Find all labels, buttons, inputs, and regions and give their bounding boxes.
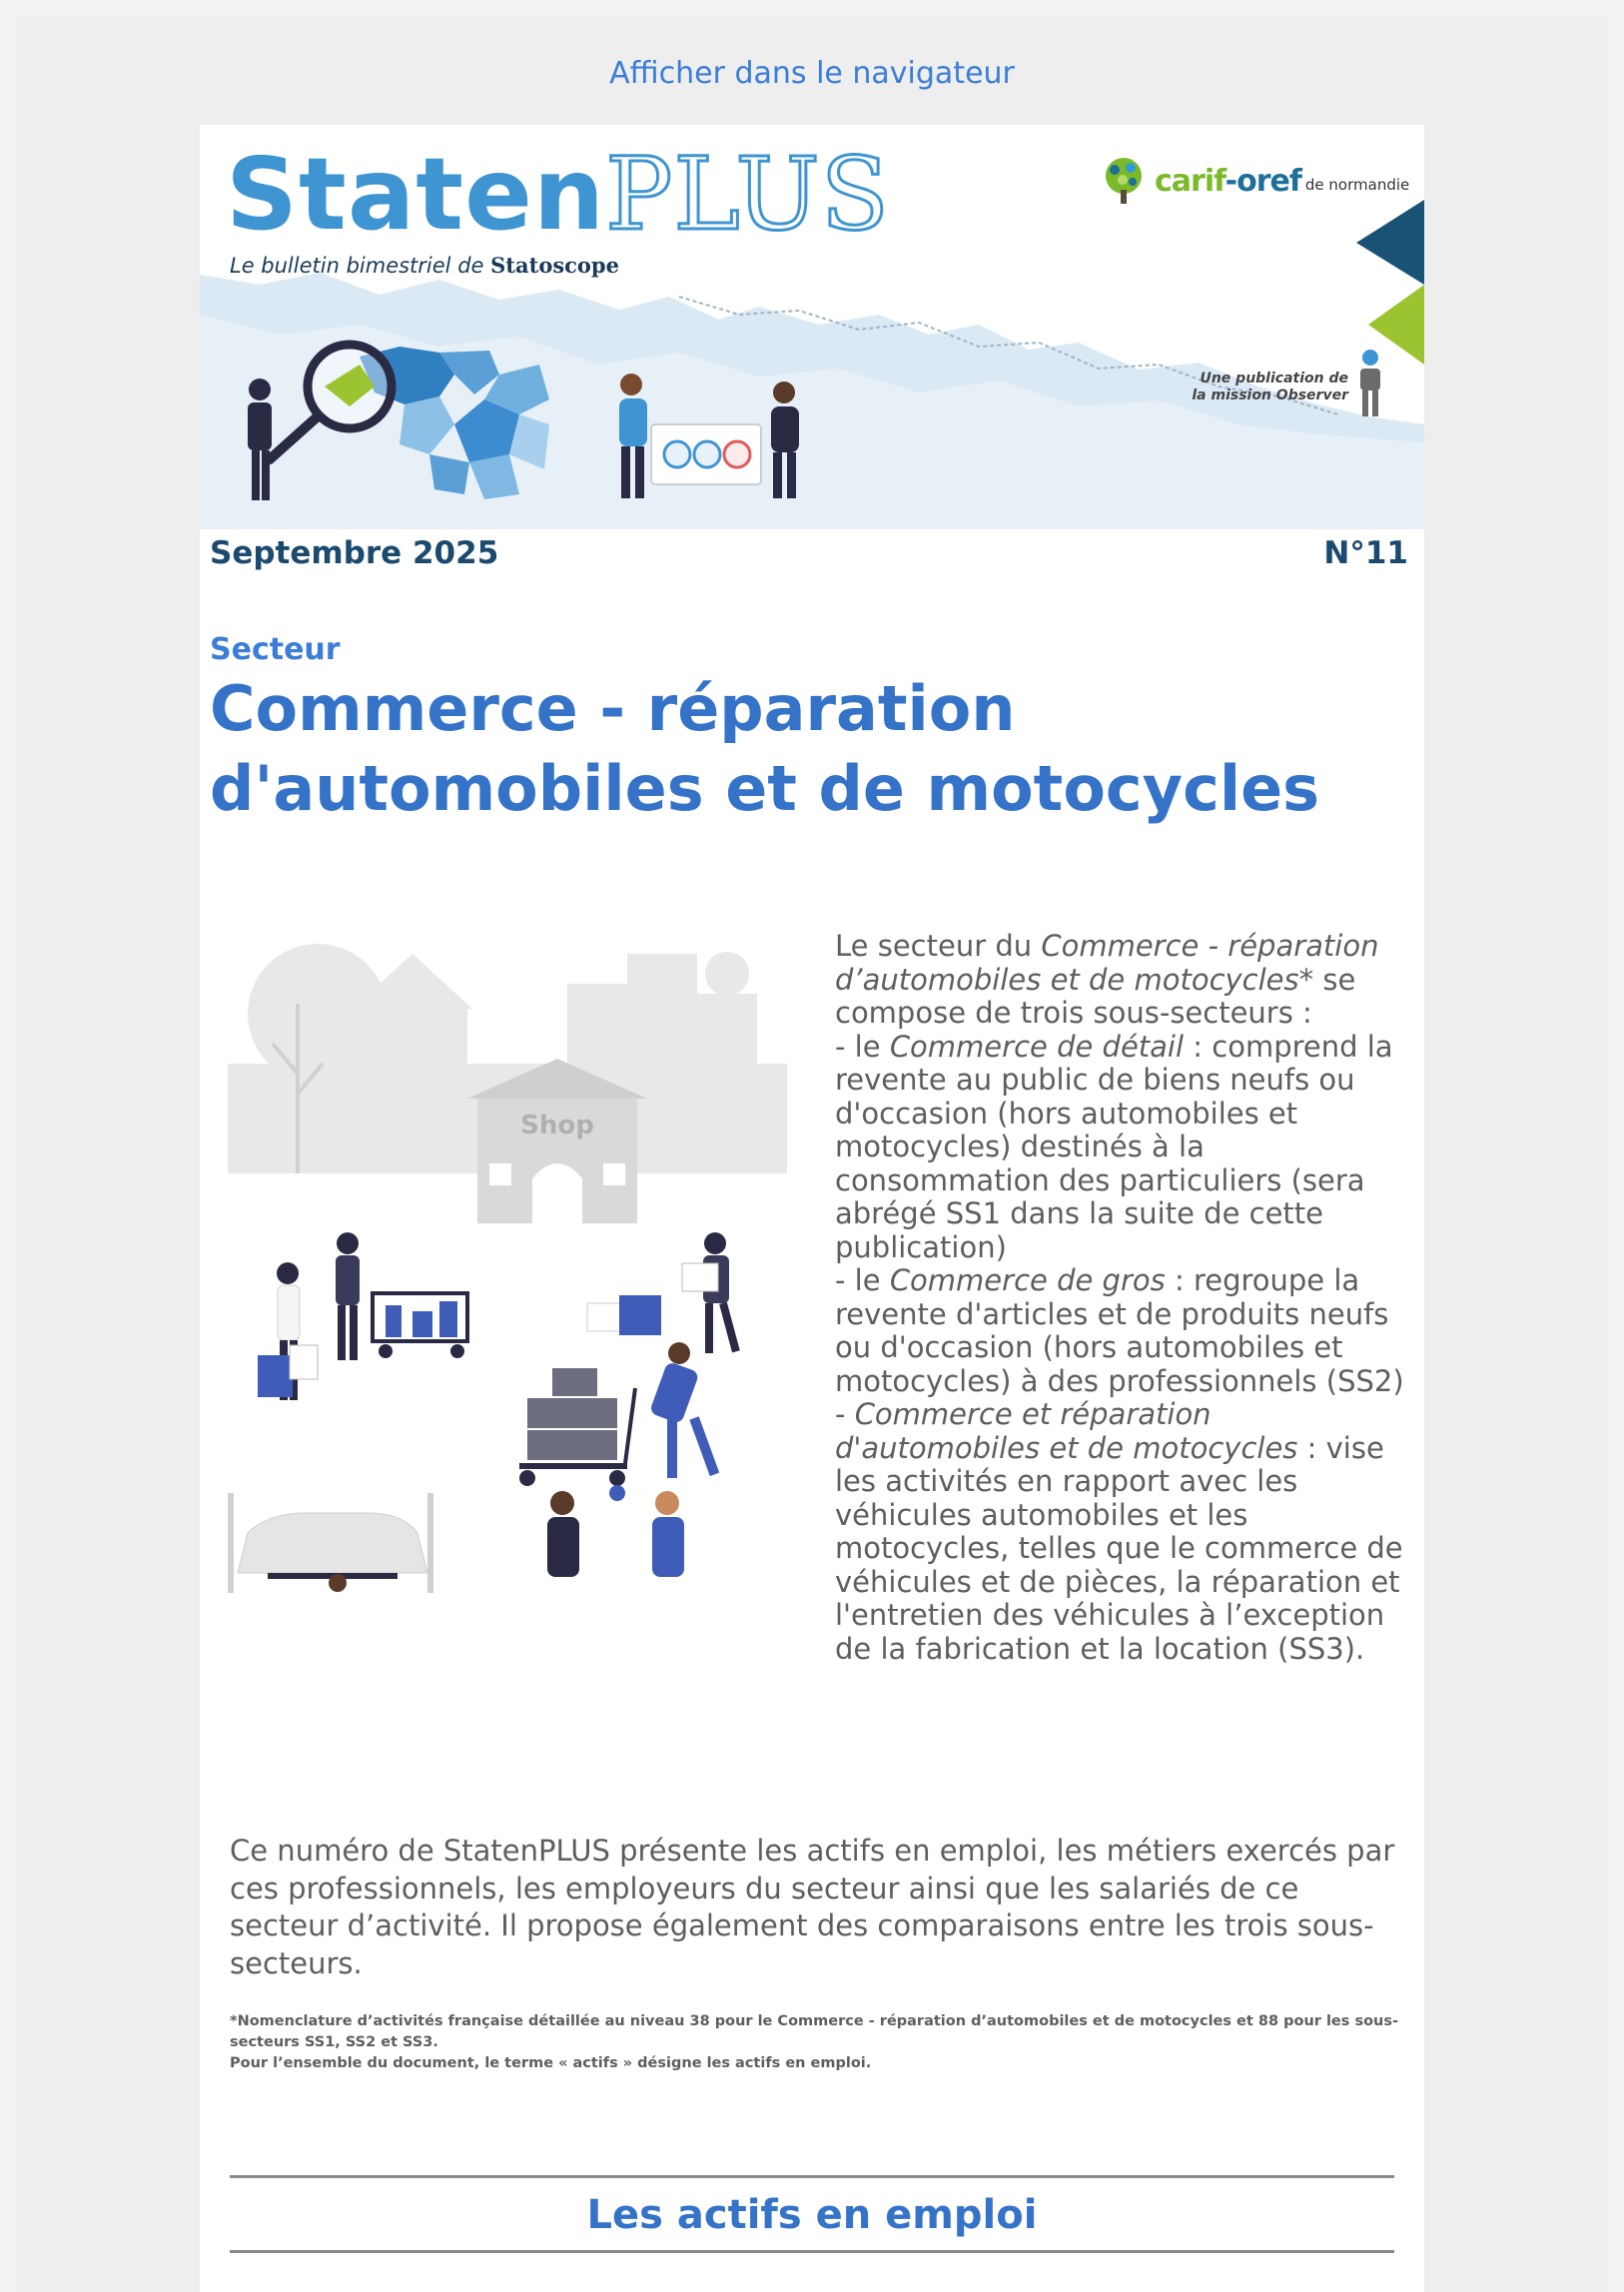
brand-logo [226, 136, 891, 253]
partner-logo [1099, 153, 1409, 209]
brand-tagline [230, 253, 619, 278]
ss2-name: Commerce de gros [889, 1263, 1166, 1297]
newsletter-banner [200, 125, 1424, 529]
decor-triangle-navy [1356, 200, 1424, 285]
footnote-line-2: Pour l’ensemble du document, le terme « actifs » désigne les actifs en emploi. [230, 2055, 872, 2071]
worker-with-trolley-illustration [519, 1342, 719, 1486]
ss3-prefix: - [835, 1397, 855, 1431]
intro-sector-name: Commerce - réparation d’automobiles et de motocycles [835, 929, 1379, 997]
partner-name-1: carif [1155, 163, 1225, 199]
issue-number: N°11 [1323, 535, 1408, 571]
footnote [230, 2011, 1398, 2074]
partner-name-2: -oref [1224, 163, 1301, 199]
intro-text-end: * se compose de trois sous-secteurs : [835, 962, 1356, 1030]
ss2-prefix: - le [835, 1263, 890, 1297]
brand-logo-part2: PLUS [605, 136, 891, 253]
publisher-line-1: Une publication de [1200, 371, 1348, 386]
partner-subtitle: de normandie [1304, 176, 1410, 194]
observer-figure-icon [1360, 350, 1380, 416]
partner-name [1155, 164, 1301, 199]
intro-text-start: Le secteur du [835, 929, 1042, 963]
issue-summary: Ce numéro de StatenPLUS présente les actifs en emploi, les métiers exercés par ces professionnels, les employeurs du secteur ainsi que les salariés de ce secteur d’activité. Il propose également des comparaisons entre les trois sous-secteurs. [230, 1834, 1395, 1980]
newsletter-page [200, 125, 1424, 2292]
handshake-illustration [547, 1485, 684, 1577]
ss2-description: : regroupe la revente d'articles et de produits neufs ou d'occasion (hors automobiles et motocycles) à des professionnels (SS2) [835, 1263, 1404, 1398]
article-title: Commerce - réparation d'automobiles et de motocycles [210, 672, 1320, 825]
shopper-with-cart-illustration [336, 1232, 467, 1360]
footnote-line-1: *Nomenclature d’activités française détaillée au niveau 38 pour le Commerce - réparation d’automobiles et de motocycles et 88 pour les sous-secteurs SS1, SS2 et SS3. [230, 2013, 1399, 2050]
ss3-description: : vise les activités en rapport avec les véhicules automobiles et les motocycles, telles que le commerce de véhicules et de pièces, la réparation et l'entretien des véhicules à l’exception de la fabrication et la location (SS3). [835, 1430, 1403, 1666]
tagline-prefix: Le bulletin bimestriel de [230, 254, 484, 278]
issue-date: Septembre 2025 [210, 535, 499, 571]
decor-triangle-green [1368, 285, 1424, 365]
sector-intro [835, 930, 1414, 1666]
issue-info-row [200, 531, 1424, 575]
section-heading: Les actifs en emploi [586, 2192, 1038, 2238]
view-in-browser-link[interactable]: Afficher dans le navigateur [609, 56, 1015, 91]
shopper-with-bags-illustration [258, 1262, 318, 1400]
tagline-brand: Statoscope [490, 253, 619, 278]
ss1-name: Commerce de détail [889, 1029, 1185, 1064]
ss1-description: : comprend la revente au public de biens neufs ou d'occasion (hors automobiles et motocycles) destinés à la consommation des particuliers (sera abrégé SS1 dans la suite de cette publication) [835, 1029, 1393, 1264]
brand-logo-part1: Staten [226, 136, 606, 253]
tree-logo-icon [1099, 156, 1149, 206]
mechanic-illustration [329, 1574, 347, 1592]
commerce-illustration [228, 934, 792, 1593]
shop-sign-text: Shop [520, 1111, 594, 1141]
article-kicker: Secteur [210, 632, 341, 667]
ss1-prefix: - le [835, 1029, 890, 1064]
publisher-note [1169, 371, 1348, 404]
section-header [230, 2175, 1394, 2253]
publisher-line-2: la mission Observer [1192, 387, 1348, 403]
ss3-name: Commerce et réparation d'automobiles et de motocycles [835, 1397, 1298, 1465]
delivery-person-illustration [587, 1232, 740, 1353]
